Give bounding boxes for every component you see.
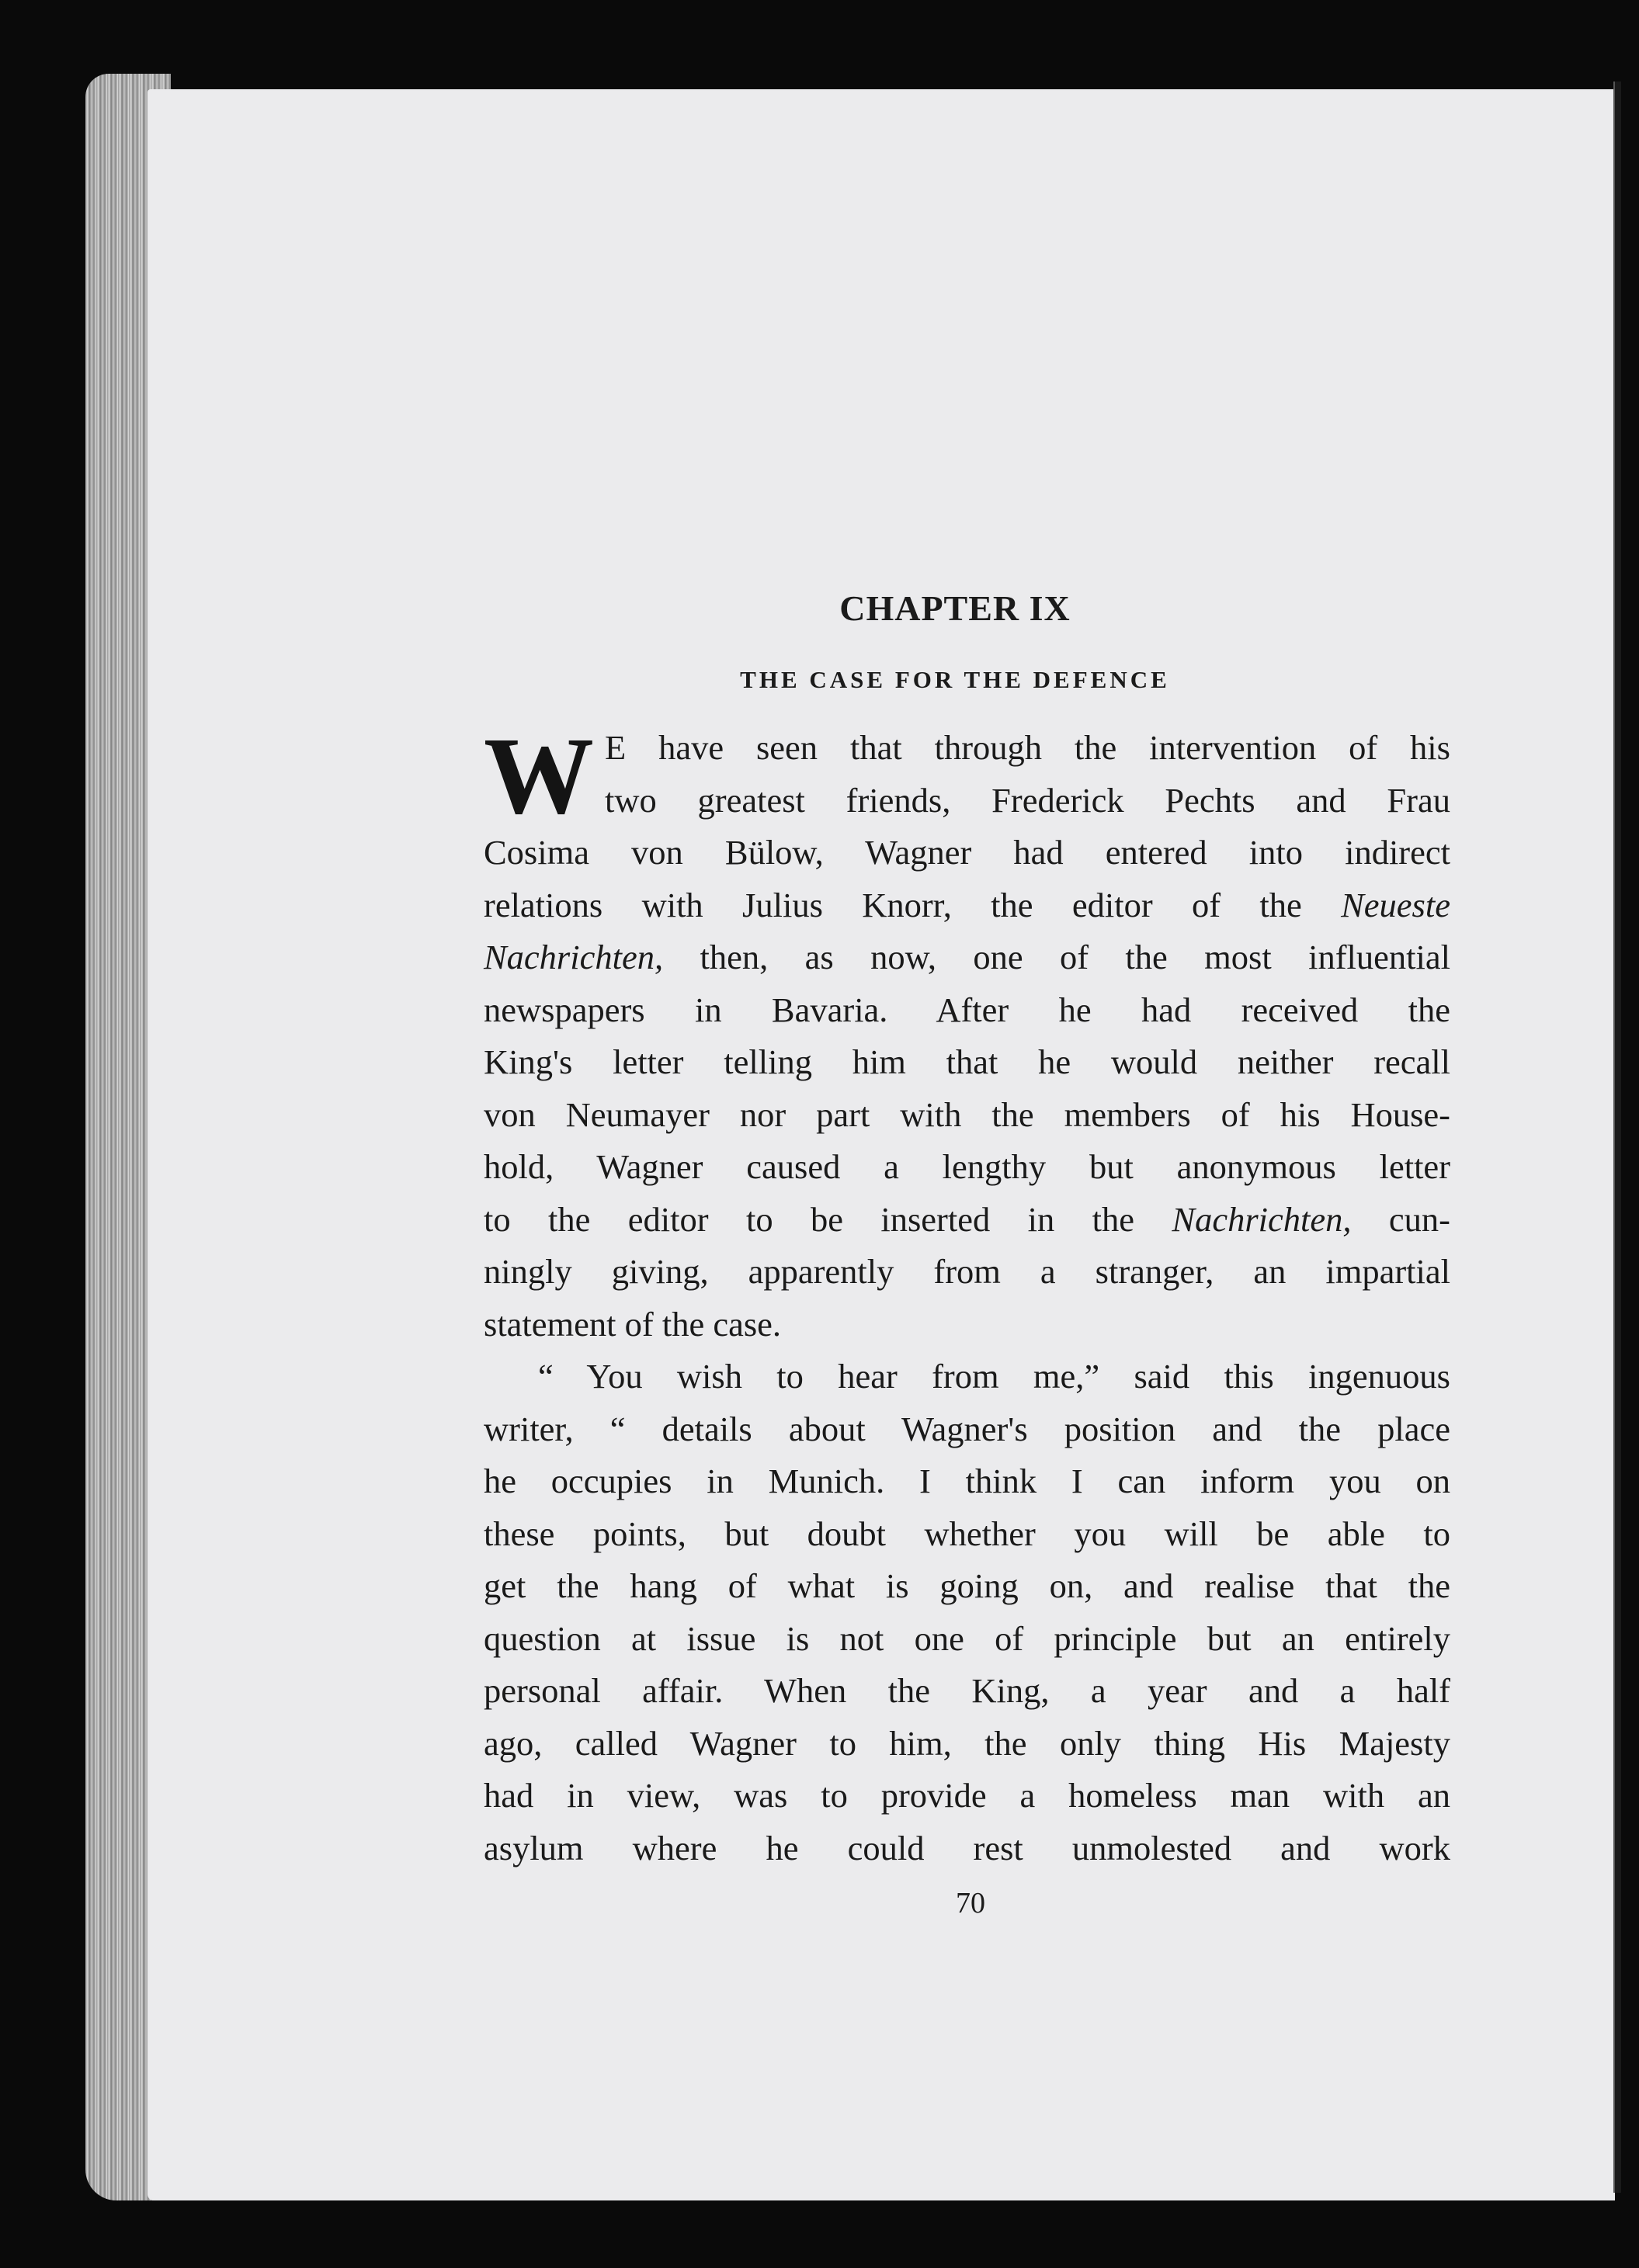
text-line: “ You wish to hear from me,” said this ingenuous (538, 1357, 1450, 1396)
text-line: personal affair. When the King, a year and a half (484, 1671, 1450, 1710)
text-span: to the editor to be inserted in the (484, 1199, 1172, 1239)
text-line: had in view, was to provide a homeless man with an (484, 1776, 1450, 1815)
text-line: ago, called Wagner to him, the only thing His Majesty (484, 1723, 1450, 1763)
italic-title: Neueste (1341, 885, 1450, 924)
text-span: then, as now, one of the most influential (663, 938, 1450, 976)
text-line: two greatest friends, Frederick Pechts and Frau (605, 780, 1450, 820)
text-line: he occupies in Munich. I think I can inform you on (484, 1462, 1450, 1500)
paragraph-1 (484, 714, 1450, 1351)
text-line: asylum where he could rest unmolested and work (484, 1828, 1450, 1867)
text-line: ningly giving, apparently from a stranger, an impartial (484, 1252, 1450, 1291)
text-line: writer, “ details about Wagner's position and the place (484, 1409, 1450, 1448)
italic-title: Nachrichten, (484, 938, 664, 976)
text-line: von Neumayer nor part with the members of his House- (484, 1094, 1450, 1134)
text-line: King's letter telling him that he would neither recall (484, 1042, 1450, 1081)
text-line: hold, Wagner caused a lengthy but anonymous letter (484, 1147, 1450, 1186)
body-text (484, 714, 1450, 1874)
text-line: these points, but doubt whether you will be able to (484, 1514, 1450, 1553)
text-line: statement of the case. (484, 1304, 782, 1344)
text-line: question at issue is not one of principle but an entirely (484, 1618, 1450, 1658)
paragraph-2 (484, 1351, 1450, 1874)
italic-title: Nachrichten, (1172, 1199, 1352, 1239)
drop-cap: W (484, 714, 594, 837)
text-line: E have seen that through the intervention of his (605, 728, 1450, 767)
text-line (484, 1194, 1450, 1247)
chapter-title: CHAPTER IX (839, 588, 1071, 628)
text-span: relations with Julius Knorr, the editor of the (484, 885, 1342, 924)
page-gutter-edge (1613, 81, 1621, 2193)
text-span: cun- (1351, 1199, 1450, 1239)
text-line: get the hang of what is going on, and realise that the (484, 1566, 1450, 1605)
text-line (484, 931, 1450, 984)
page-number: 70 (956, 1887, 985, 1919)
chapter-subtitle: THE CASE FOR THE DEFENCE (740, 666, 1170, 693)
text-line: newspapers in Bavaria. After he had received the (484, 990, 1450, 1029)
text-line (484, 879, 1450, 932)
text-line: Cosima von Bülow, Wagner had entered into indirect (484, 833, 1450, 872)
